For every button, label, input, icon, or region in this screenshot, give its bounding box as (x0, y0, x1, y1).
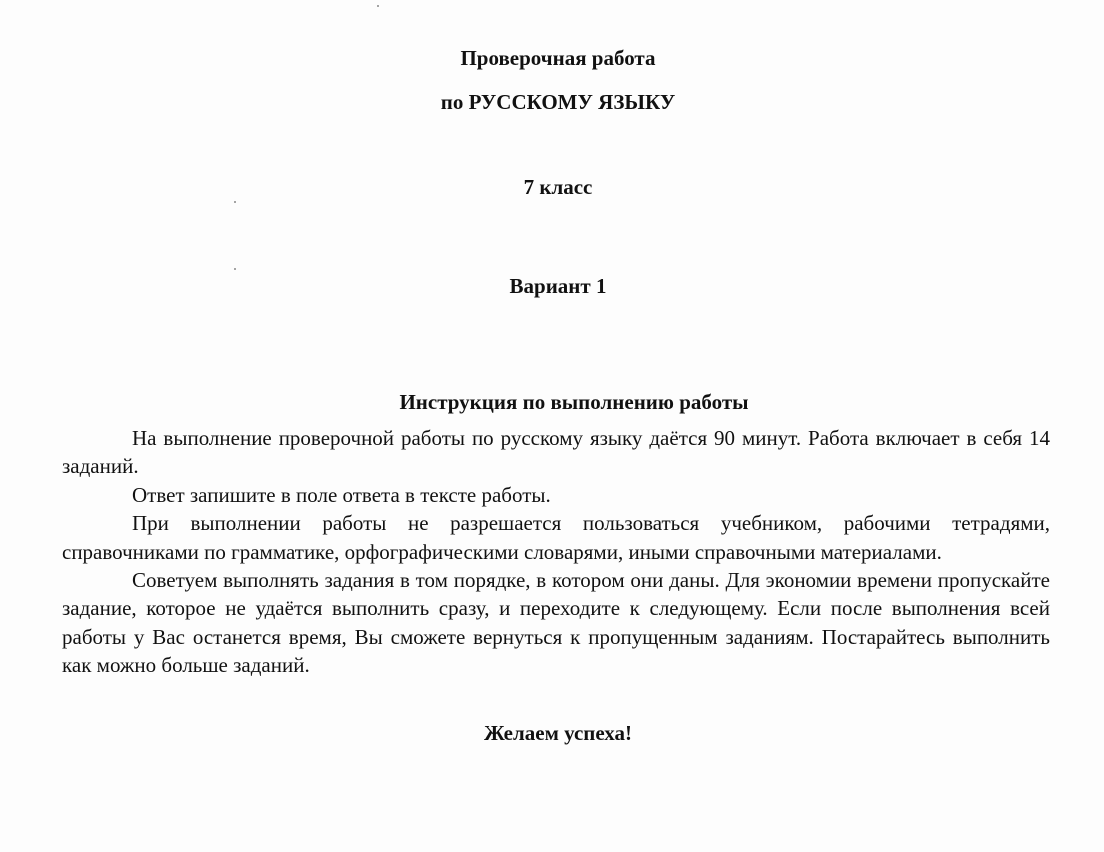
instruction-paragraph: Советуем выполнять задания в том порядке, в котором они даны. Для экономии времени пропускайте задание, которое не удаётся выполнить сразу, и переходите к следующему. Если после выполнения всей работы у Вас останется время, Вы сможете вернуться к пропущенным заданиям. Постарайтесь выполнить как можно больше заданий. (62, 568, 1050, 678)
instruction-paragraph: Ответ запишите в поле ответа в тексте работы. (132, 482, 551, 507)
document-title: Проверочная работа (460, 46, 656, 70)
instructions-body (62, 424, 1050, 680)
closing-wish: Желаем успеха! (483, 721, 633, 745)
instructions-heading: Инструкция по выполнению работы (399, 390, 749, 414)
document-subject: по РУССКОМУ ЯЗЫКУ (440, 90, 676, 114)
variant-label: Вариант 1 (509, 274, 607, 298)
instruction-paragraph: На выполнение проверочной работы по русскому языку даётся 90 минут. Работа включает в себя 14 заданий. (62, 426, 1050, 479)
scan-speck (234, 268, 236, 270)
scan-speck (234, 201, 236, 203)
grade-label: 7 класс (523, 175, 593, 199)
scan-speck (377, 5, 379, 7)
instruction-paragraph: При выполнении работы не разрешается пользоваться учебником, рабочими тетрадями, справочниками по грамматике, орфографическими словарями, иными справочными материалами. (62, 511, 1050, 564)
